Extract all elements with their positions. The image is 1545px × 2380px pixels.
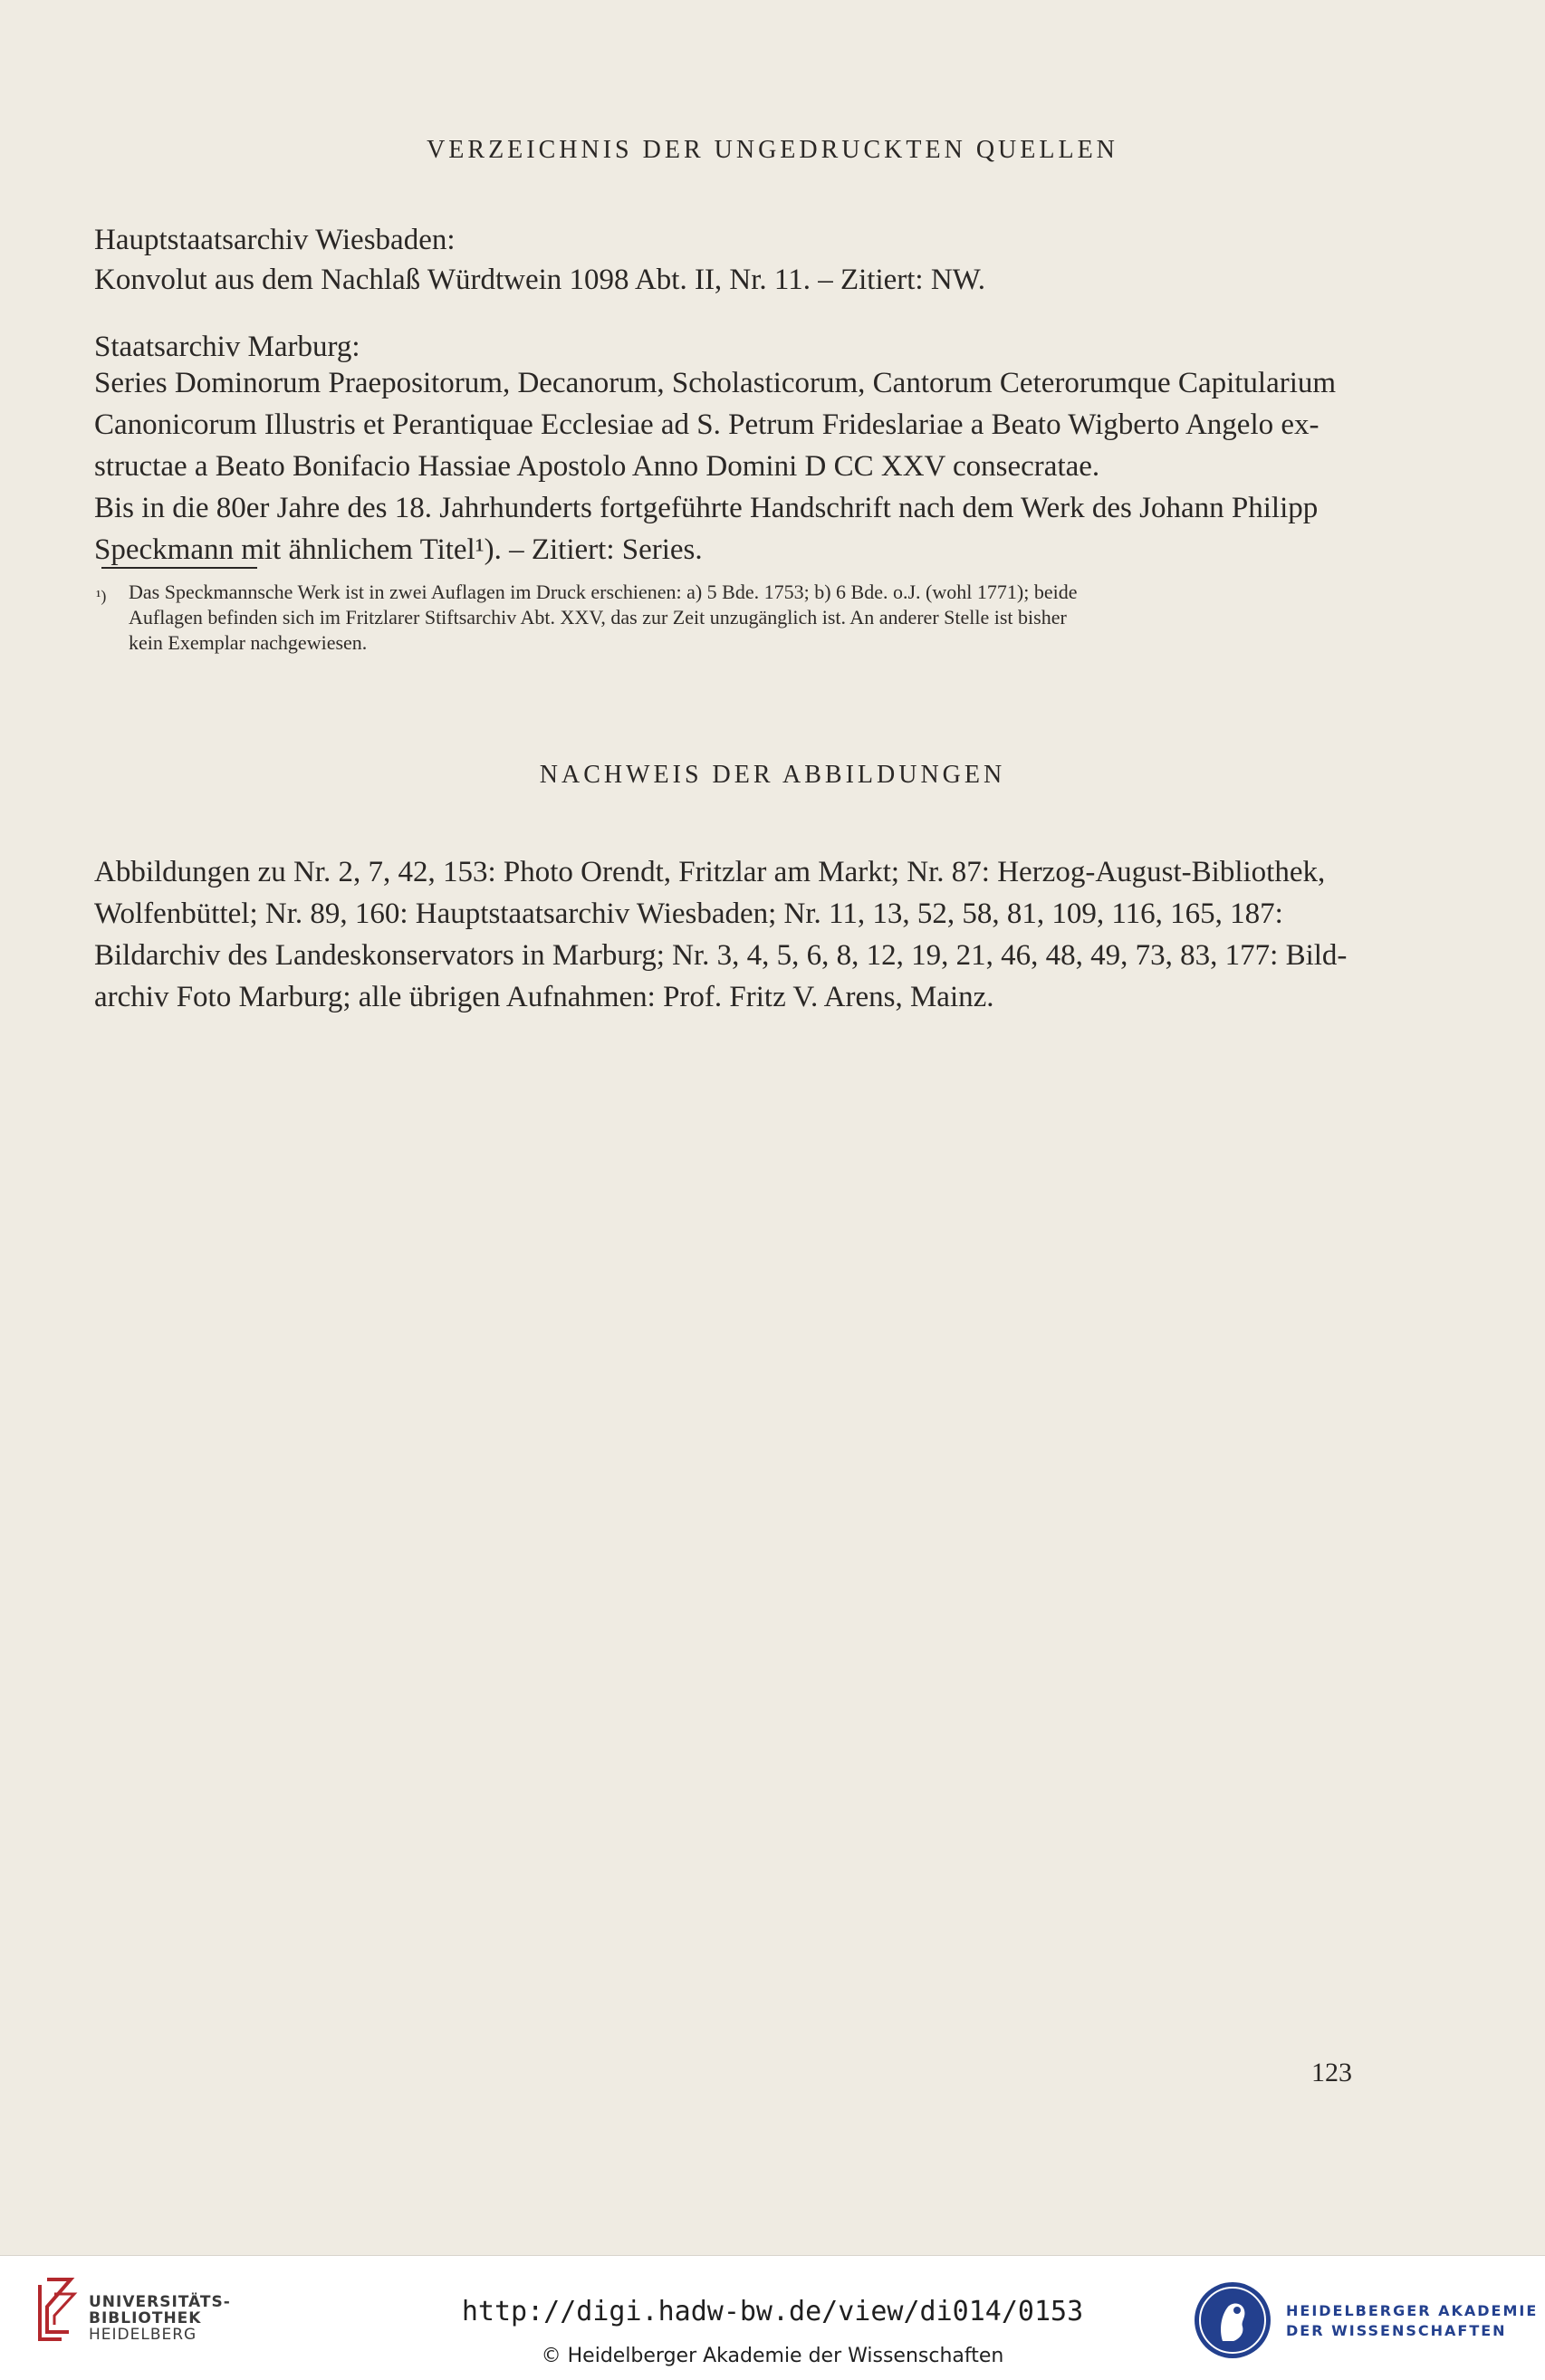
credits-line: Abbildungen zu Nr. 2, 7, 42, 153: Photo Orendt, Fritzlar am Markt; Nr. 87: Herzog-August-Bibliothek, [94, 856, 1326, 888]
footnote-mark: ¹) [96, 587, 107, 605]
source-url-link[interactable]: http://digi.hadw-bw.de/view/di014/0153 [461, 2296, 1084, 2327]
copyright-notice: © Heidelberger Akademie der Wissenschaften [541, 2345, 1004, 2367]
section-heading-illustrations: NACHWEIS DER ABBILDUNGEN [539, 761, 1006, 789]
archive-entry-marburg [94, 362, 1362, 571]
credits-line: Wolfenbüttel; Nr. 89, 160: Hauptstaatsarchiv Wiesbaden; Nr. 11, 13, 52, 58, 81, 109, 116, 165, 187: [94, 897, 1283, 930]
entry-line: Bis in die 80er Jahre des 18. Jahrhunderts fortgeführte Handschrift nach dem Werk des Johann Philipp [94, 492, 1319, 524]
library-name-line: BIBLIOTHEK [89, 2309, 202, 2327]
illustrations-credits [94, 851, 1362, 1018]
academy-name-line: HEIDELBERGER AKADEMIE [1286, 2302, 1539, 2319]
archive-name-wiesbaden: Hauptstaatsarchiv Wiesbaden: [94, 224, 456, 256]
academy-name-line: DER WISSENSCHAFTEN [1286, 2322, 1507, 2339]
credits-line: archiv Foto Marburg; alle übrigen Aufnahmen: Prof. Fritz V. Arens, Mainz. [94, 981, 994, 1013]
footnote-line: kein Exemplar nachgewiesen. [129, 631, 368, 654]
archive-name-marburg: Staatsarchiv Marburg: [94, 331, 360, 363]
academy-seal-icon [1192, 2279, 1273, 2361]
footnote [96, 580, 1364, 656]
entry-line: structae a Beato Bonifacio Hassiae Apostolo Anno Domini D CC XXV consecratae. [94, 450, 1100, 483]
entry-line: Canonicorum Illustris et Perantiquae Ecclesiae ad S. Petrum Frideslariae a Beato Wigberto Angelo ex- [94, 408, 1319, 441]
section-heading-sources: VERZEICHNIS DER UNGEDRUCKTEN QUELLEN [427, 136, 1118, 164]
footnote-line: Auflagen befinden sich im Fritzlarer Stiftsarchiv Abt. XXV, das zur Zeit unzugänglich ist. An anderer Stelle ist bisher [129, 606, 1067, 629]
credits-line: Bildarchiv des Landeskonservators in Marburg; Nr. 3, 4, 5, 6, 8, 12, 19, 21, 46, 48, 49, 73, 83, 177: Bild- [94, 939, 1348, 972]
footnote-divider [101, 567, 257, 569]
footer-bar [0, 2255, 1545, 2380]
library-name-line: HEIDELBERG [89, 2326, 197, 2344]
entry-line: Speckmann mit ähnlichem Titel¹). – Zitiert: Series. [94, 533, 703, 566]
footnote-line: Das Speckmannsche Werk ist in zwei Auflagen im Druck erschienen: a) 5 Bde. 1753; b) 6 Bde. o.J. (wohl 1771); beide [129, 581, 1078, 603]
library-name-line: UNIVERSITÄTS- [89, 2293, 231, 2311]
page-number: 123 [1311, 2058, 1352, 2087]
archive-entry-wiesbaden: Konvolut aus dem Nachlaß Würdtwein 1098 Abt. II, Nr. 11. – Zitiert: NW. [94, 264, 986, 296]
academy-name [1286, 2301, 1538, 2341]
entry-line: Series Dominorum Praepositorum, Decanorum, Scholasticorum, Cantorum Ceterorumque Capitularium [94, 367, 1337, 399]
